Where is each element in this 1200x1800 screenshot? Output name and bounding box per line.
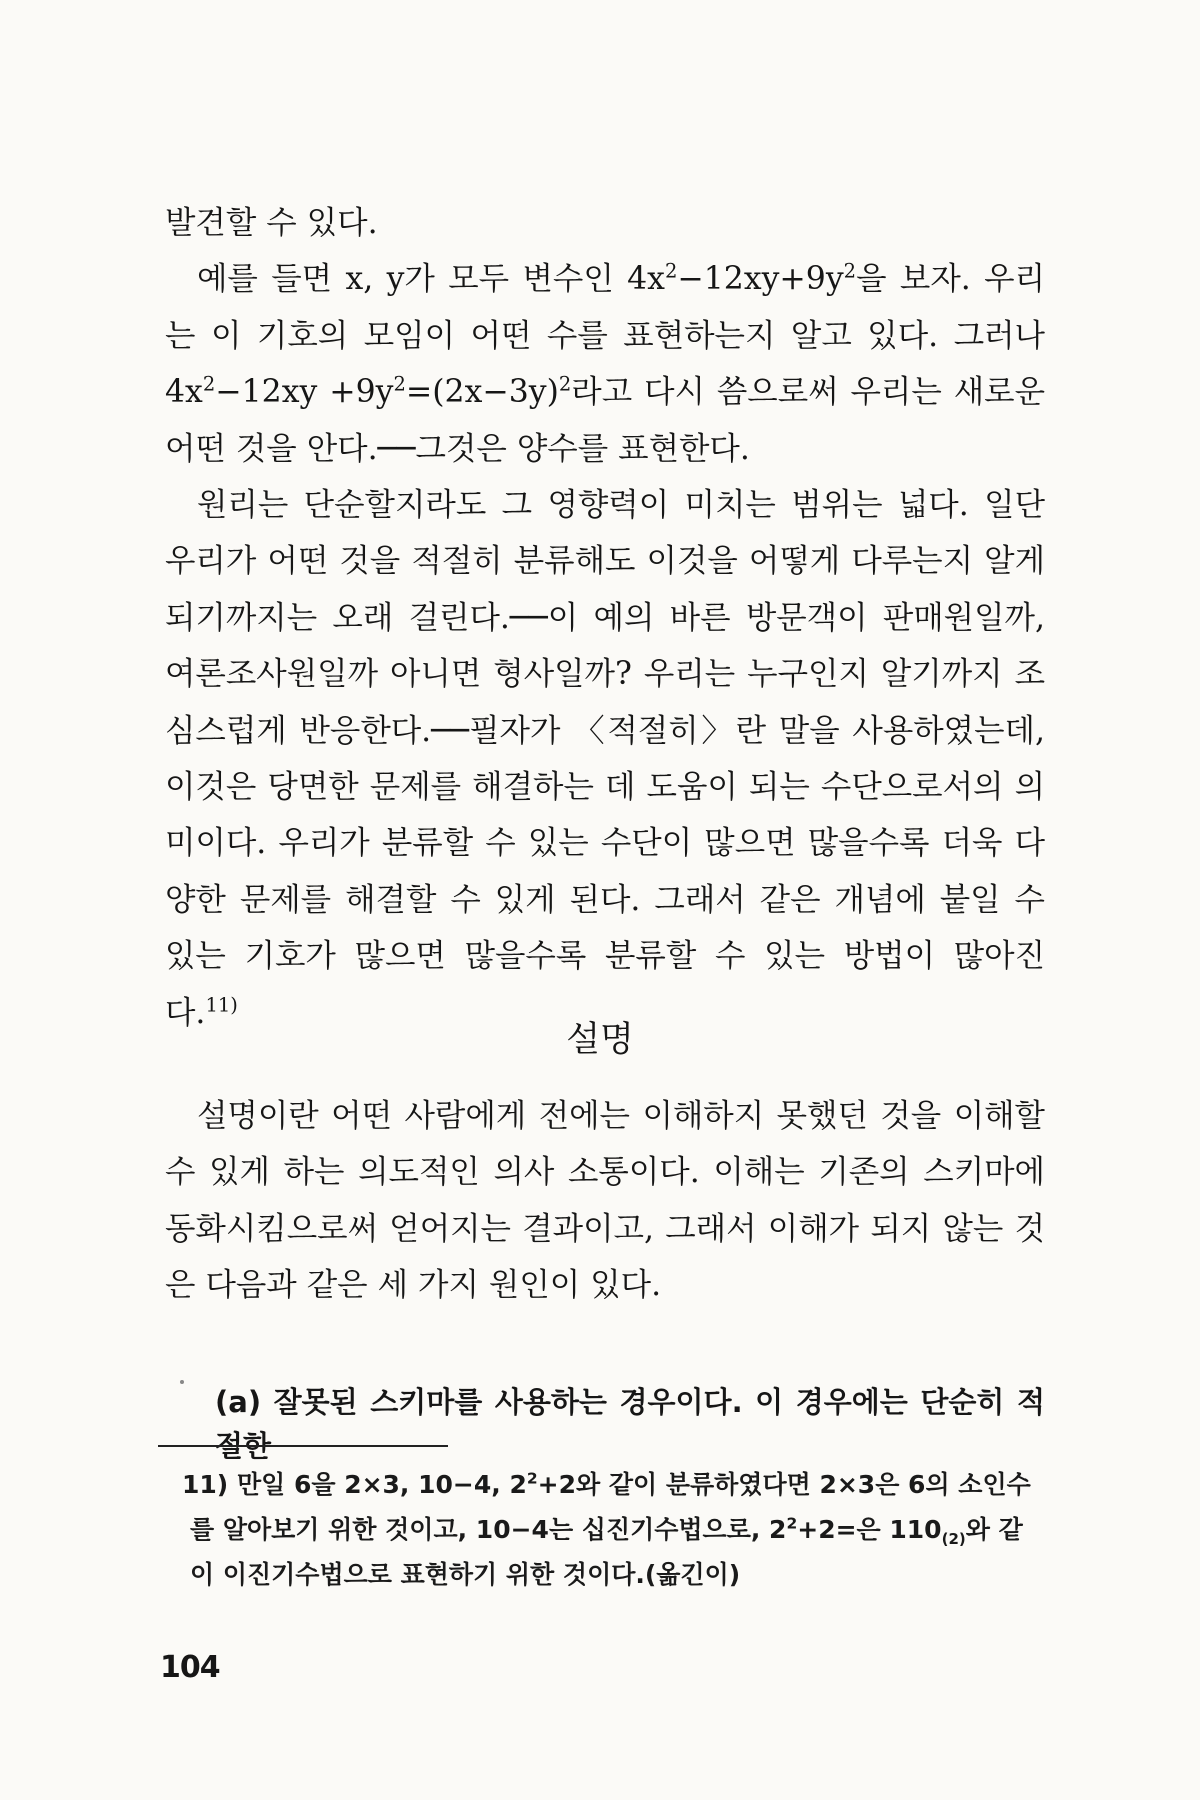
exponent: 2 bbox=[202, 372, 216, 396]
page-number: 104 bbox=[160, 1650, 220, 1685]
footnote-label: 11) bbox=[182, 1470, 229, 1499]
footnote-subscript: (2) bbox=[941, 1530, 966, 1548]
exponent: 2 bbox=[664, 259, 678, 283]
footnote-text-part3: +2=은 110 bbox=[797, 1515, 942, 1544]
example-text-pre: 예를 들면 x, y가 모두 변수인 4x bbox=[197, 261, 665, 298]
footnote-divider bbox=[158, 1445, 448, 1447]
principle-text: 원리는 단순할지라도 그 영향력이 미치는 범위는 넓다. 일단 우리가 어떤 것을 적절히 분류해도 이것을 어떻게 다루는지 알게 되기까지는 오래 걸린다.──이 예의 바른 방문객이 판매원일까, 여론조사원일까 아니면 형사일까? 우리는 누구인지 알기까지 조심스럽게 반응한다.──필자가 〈적절히〉란 말을 사용하였는데, 이것은 당면한 문제를 해결하는 데 도움이 되는 수단으로서의 의미이다. 우리가 분류할 수 있는 수단이 많으면 많을수록 더욱 다양한 문제를 해결할 수 있게 된다. 그래서 같은 개념에 붙일 수 있는 기호가 많으면 많을수록 분류할 수 있는 방법이 많아진다. bbox=[165, 487, 1045, 1031]
list-item-a: (a) 잘못된 스키마를 사용하는 경우이다. 이 경우에는 단순히 적절한 bbox=[215, 1385, 1045, 1463]
exponent: 2 bbox=[558, 372, 572, 396]
example-text-post: 라고 다시 씀으로써 우리는 새로운 어떤 것을 안다.──그것은 양수를 표현한다. bbox=[165, 374, 1046, 467]
exponent: 2 bbox=[393, 372, 406, 396]
footnote-text-part1: 만일 6을 2×3, 10−4, 2 bbox=[236, 1470, 527, 1499]
footnote-11 bbox=[182, 1462, 1045, 1597]
exponent: 2 bbox=[843, 259, 857, 283]
stray-dot-mark bbox=[180, 1380, 184, 1384]
paragraph-example bbox=[165, 251, 1045, 477]
paragraph-continuation: 발견할 수 있다. bbox=[165, 205, 378, 241]
example-text-mid3: −12xy +9y bbox=[215, 374, 394, 411]
example-text-mid1: −12xy+9y bbox=[677, 261, 844, 298]
footnote-text-part2: +2와 같이 분류하였다면 2×3은 6의 소인수를 알아보기 위한 것이고, 10−4는 십진기수법으로, 2 bbox=[190, 1470, 1031, 1544]
paragraph-explanation: 설명이란 어떤 사람에게 전에는 이해하지 못했던 것을 이해할 수 있게 하는 의도적인 의사 소통이다. 이해는 기존의 스키마에 동화시킴으로써 얻어지는 결과이고, 그래서 이해가 되지 않는 것은 다음과 같은 세 가지 원인이 있다. bbox=[165, 1098, 1045, 1304]
example-text-mid2: 을 보자. 우리는 이 기호의 모임이 어떤 수를 표현하는지 알고 있다. 그러나 4x bbox=[165, 261, 1045, 411]
footnote-exponent-1: 2 bbox=[526, 1469, 538, 1488]
section-heading: 설명 bbox=[566, 1020, 634, 1060]
footnote-text-part4: 와 같이 이진기수법으로 표현하기 위한 것이다.(옮긴이) bbox=[190, 1515, 1023, 1589]
main-text-block-bottom bbox=[165, 1088, 1045, 1314]
footnote-reference[interactable]: 11) bbox=[205, 993, 238, 1017]
main-text-block-top bbox=[165, 195, 1045, 1041]
footnote-exponent-2: 2 bbox=[786, 1514, 798, 1533]
paragraph-principle bbox=[165, 477, 1045, 1041]
example-text-mid4: =(2x−3y) bbox=[405, 374, 559, 411]
